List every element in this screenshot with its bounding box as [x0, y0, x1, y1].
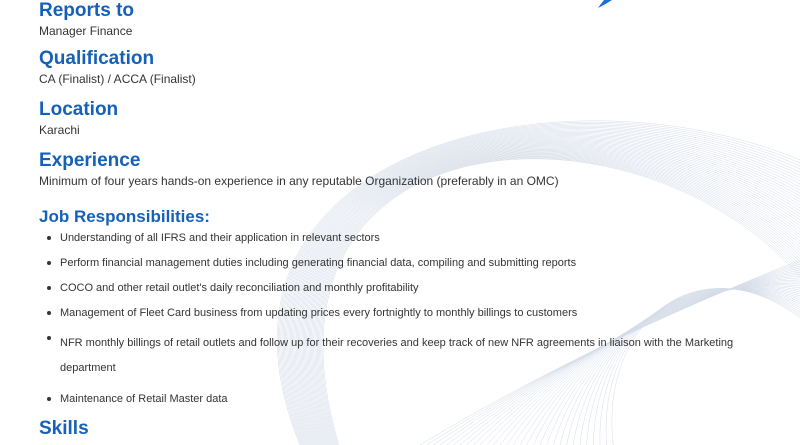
location-value: Karachi	[39, 123, 80, 137]
reports-to-value: Manager Finance	[39, 24, 133, 38]
responsibilities-heading: Job Responsibilities:	[39, 207, 210, 226]
reports-to-heading: Reports to	[39, 0, 134, 21]
list-item: Understanding of all IFRS and their application in relevant sectors	[39, 231, 779, 245]
experience-heading: Experience	[39, 150, 141, 171]
location-heading: Location	[39, 99, 119, 120]
list-item: NFR monthly billings of retail outlets and follow up for their recoveries and keep track of new NFR agreements in liaison with the Marketing department	[39, 331, 779, 381]
location-section	[39, 99, 118, 138]
qualification-value: CA (Finalist) / ACCA (Finalist)	[39, 72, 196, 86]
list-item: Perform financial management duties including generating financial data, compiling and submitting reports	[39, 256, 779, 270]
experience-value: Minimum of four years hands-on experience in any reputable Organization (preferably in an OMC)	[39, 174, 559, 188]
reports-to-section	[39, 0, 134, 39]
skills-heading: Skills	[39, 418, 89, 439]
qualification-heading: Qualification	[39, 48, 155, 69]
experience-section	[39, 150, 559, 189]
list-item: Maintenance of Retail Master data	[39, 392, 779, 406]
qualification-section	[39, 48, 196, 87]
blue-corner-accent	[598, 0, 612, 8]
responsibilities-list	[39, 231, 779, 406]
list-item: Management of Fleet Card business from updating prices every fortnightly to monthly billings to customers	[39, 306, 779, 320]
list-item: COCO and other retail outlet's daily reconciliation and monthly profitability	[39, 281, 779, 295]
